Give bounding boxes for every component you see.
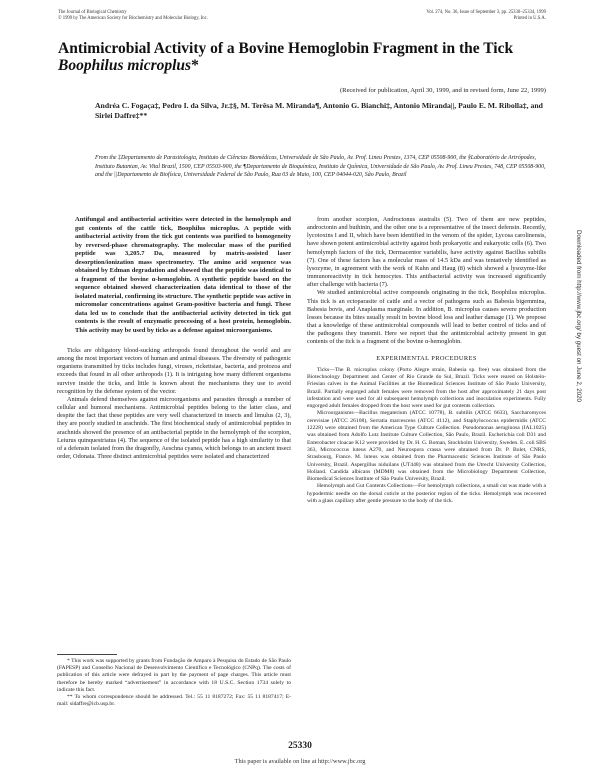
received-dates: (Received for publication, April 30, 1999, and in revised form, June 22, 1999) <box>339 87 546 94</box>
right-column <box>307 216 546 505</box>
intro-paragraph-4: We studied antimicrobial active compounds originating in the tick, Boophilus microplus. This tick is an ectoparasite of cattle and a vector of pathogens such as Babesia bigemmina, Babesia bovis, and Anaplasma marginale. In addition, B. microplus causes severe production losses because its bites usually result in bovine blood loss and leather damage (1). We propose that a knowledge of these antimicrobial compounds will lead to better control of ticks and of the pathogens they transmit. Here we report that the antimicrobial activity present in gut contents of the tick is a fragment of the bovine α-hemoglobin. <box>307 289 546 346</box>
intro-paragraph-3: from another scorpion, Androctonus australis (5). Two of them are new peptides, androctonin and buthinin, and the other one is a representative of the insect defensin. Recently, lycotoxins I and II, which have been identified in the venom of the spider, Lycosa carolinensis, have shown potent antimicrobial activity against both prokaryotic and eukaryotic cells (6). Two hemolymph factors of the tick, Dermacentor variabilis, have activity against Bacillus subtilis (7). One of these factors has a molecular mass of 14.5 kDa and was tentatively identified as lysozyme, in agreement with the work of Kuhn and Haug (8) which showed a lysozyme-like immunoreactivity in tick hemocytes. This antibacterial activity was increased significantly after challenge with bacteria (7). <box>307 216 546 289</box>
section-heading-methods: EXPERIMENTAL PROCEDURES <box>376 354 477 362</box>
copyright-line: © 1999 by The American Society for Biochemistry and Molecular Biology, Inc. <box>58 16 208 21</box>
article-title <box>58 40 528 74</box>
issue-info: Vol. 274, No. 36, Issue of September 3, pp. 25330–25334, 1999 <box>426 10 546 15</box>
title-species: Boophilus microplus <box>58 57 192 74</box>
intro-paragraph-2: Animals defend themselves against microorganisms and parasites through a number of cellular and humoral mechanisms. Antimicrobial peptides belong to the latter class, and despite the fact that these peptides are very well characterized in insects and limulus (2, 3), they are poorly studied in arachnids. The first biochemical study of antimicrobial peptides in arachnids showed the presence of an antibacterial peptide in the hemolymph of the scorpion, Leiurus quinquestriatus (4). The sequence of the isolated peptide has a high similarity to that of a defensin isolated from the dragonfly, Aeschna cyanea, which belongs to an ancient insect order, Odonata. Three distinct antimicrobial peptides were isolated and characterized <box>57 395 291 461</box>
printed-in: Printed in U.S.A. <box>513 16 546 21</box>
affiliations: From the ‡Departamento de Parasitologia, Instituto de Ciências Biomédicas, Universidade de São Paulo, Av. Prof. Lineu Prestes, 1374, CEP 05508-900, the §Laboratório de Artrópodes, Instituto Butantan, Av. Vital Brazil, 1500, CEP 05503-900, the ¶Departamento de Bioquímica, Instituto de Química, Universidade de São Paulo, Av. Prof. Lineu Prestes, 748, CEP 05508-900, and the ||Departamento de Biofísica, Universidade Federal de São Paulo, Rua 03 de Maio, 100, CEP 04044-020, São Paulo, Brazil <box>95 155 546 179</box>
journal-name: The Journal of Biological Chemistry <box>58 10 127 15</box>
footnote-correspondence: ** To whom correspondence should be addressed. Tel.: 55 11 8187272; Fax: 55 11 8187417; E-mail: sidaffre@icb.usp.br. <box>57 694 291 708</box>
title-text: Antimicrobial Activity of a Bovine Hemoglobin Fragment in the Tick <box>58 40 514 57</box>
left-column <box>57 216 291 461</box>
methods-collections: Hemolymph and Gut Contents Collections—For hemolymph collections, a small cut was made with a hypodermic needle on the dorsal cuticle at the posterior region of the ticks. Hemolymph was recovered with a glass capillary after gentle pressure to the body of the tick. <box>307 483 546 504</box>
methods-microorganisms: Microorganisms—Bacillus megaterium (ATCC 10778), B. subtilis (ATCC 6633), Saccharomyces cerevisiae (ATCC 26108), Serratia marcescens (ATCC 4112), and Staphylococcus epidermidis (ATCC 12228) were obtained from the American Type Culture Collection. Pseudomonas aeruginosa (IAL1025) was obtained from Adolfo Lutz Institute Culture Collection, São Paulo, Brazil. Escherichia coli D31 and Enterobacter cloacae K12 were provided by Dr. H. G. Boman, Stockholm University, Sweden. E. coli SBS 363, Micrococcus luteus A270, and Neurospora crassa were obtained from Dr. P. Bulet, CNRS, Strasbourg, France. M. luteus was obtained from the Pharmaceutic Sciences Institute of São Paulo University, Brazil. Aspergillus niduilans (UT448) was obtained from the Utrecht University Collection, Holland. Candida albicans (MDM8) was obtained from the Microbiology Department Collection, Biomedical Sciences Institute of São Paulo University, Brazil. <box>307 410 546 483</box>
intro-paragraph-1: Ticks are obligatory blood-sucking arthropods found throughout the world and are among the most important vectors of human and animal diseases. The diversity of pathogenic organisms transmitted by ticks includes fungi, viruses, rickettsiae, bacteria, and protozoa and exceeds that found in all other arthropods (1). It is intriguing how many different organisms survive inside the ticks, and little is known about the mechanisms they use to avoid recognition by the defense system of the vector. <box>57 347 291 395</box>
author-list: Andréa C. Fogaça‡, Pedro I. da Silva, Jr.‡§, M. Terêsa M. Miranda¶, Antonio G. Bianchi‡, Antonio Miranda||, Paulo E. M. Ribolla‡, and Sirlei Daffre‡** <box>95 101 543 120</box>
title-footnote-mark: * <box>191 57 199 74</box>
footnote-funding: * This work was supported by grants from Fundação de Amparo à Pesquisa do Estado de São Paulo (FAPESP) and Conselho Nacional de Desenvolvimento Científico e Tecnológico (CNPq). The costs of publication of this article were defrayed in part by the payment of page charges. This article must therefore be hereby marked “advertisement” in accordance with 18 U.S.C. Section 1734 solely to indicate this fact. <box>57 658 291 693</box>
methods-ticks: Ticks—The B. microplus colony (Porto Alegre strain, Babesia sp. free) was obtained from the Biotechnology Department and Center of Rio Grande do Sul, Brazil. Ticks were reared on Holstein-Friesian calves in the Animal Facilities at the Biomedical Sciences Institute of São Paulo University, Brazil. Partially engorged adult females were removed from the host after approximately 21 days post infestation and were used for all subsequent hemolymph collections and inoculation experiments. Fully engorged adult females dropped from the host were used for gut contents collection. <box>307 366 546 410</box>
page-footer: This paper is available on line at http://www.jbc.org <box>234 758 366 765</box>
journal-header <box>58 10 318 22</box>
footnotes <box>57 658 291 708</box>
footnote-divider <box>57 654 117 655</box>
download-watermark-text: Downloaded from http://www.jbc.org/ by guest on June 2, 2020 <box>575 230 582 402</box>
abstract: Antifungal and antibacterial activities were detected in the hemolymph and gut contents of the cattle tick, Boophilus microplus. A peptide with antibacterial activity from the tick gut contents was purified to homogeneity by reversed-phase chromatography. The molecular mass of the purified peptide was 3,205.7 Da, measured by matrix-assisted laser desorption/ionization mass spectrometry. The amino acid sequence was obtained by Edman degradation and showed that the peptide was identical to a fragment of the bovine α-hemoglobin. A synthetic peptide based on the sequence obtained showed characterization data identical to those of the isolated material, confirming its structure. The synthetic peptide was active in micromolar concentrations against Gram-positive bacteria and fungi. These data led us to conclude that the antibacterial activity detected in tick gut contents is the result of enzymatic processing of a host protein, hemoglobin. This activity may be used by ticks as a defense against microorganisms. <box>75 216 291 334</box>
issue-header <box>286 10 546 22</box>
page-number: 25330 <box>288 741 312 751</box>
download-watermark <box>575 230 589 590</box>
